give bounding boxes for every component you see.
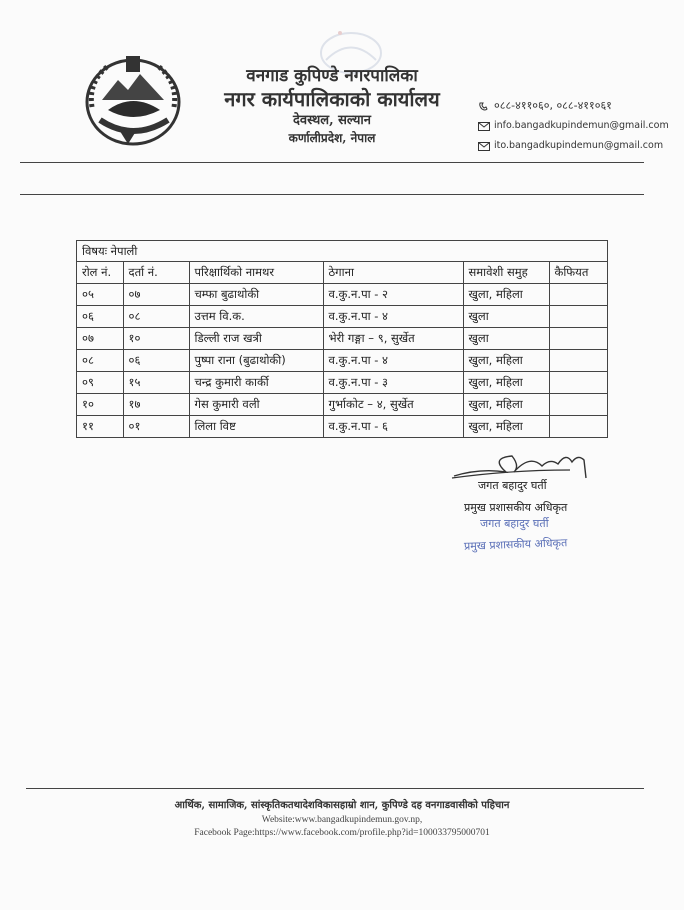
roll-number: ०६ bbox=[77, 306, 123, 328]
office-name: नगर कार्यपालिकाको कार्यालय bbox=[224, 87, 440, 111]
column-header: रोल नं. bbox=[77, 262, 123, 284]
table-row bbox=[77, 416, 607, 438]
registration-number: १५ bbox=[123, 372, 189, 394]
candidate-grid bbox=[77, 262, 607, 437]
phone-numbers: ०८८-४११०६०, ०८८-४११०६१ bbox=[494, 99, 612, 112]
candidate-name: उत्तम वि.क. bbox=[189, 306, 323, 328]
header-divider-bottom bbox=[20, 194, 644, 195]
candidate-name: पुष्पा राना (बुढाथोकी) bbox=[189, 350, 323, 372]
candidate-name: चन्द्र कुमारी कार्की bbox=[189, 372, 323, 394]
envelope-icon bbox=[478, 122, 490, 131]
inclusion-group: खुला, महिला bbox=[463, 372, 549, 394]
candidate-name: लिला विष्ट bbox=[189, 416, 323, 438]
roll-number: ०८ bbox=[77, 350, 123, 372]
letterhead-title-block bbox=[196, 66, 468, 146]
phone-row bbox=[478, 96, 669, 116]
table-row bbox=[77, 284, 607, 306]
remarks bbox=[549, 306, 607, 328]
candidate-address: व.कु.न.पा - ४ bbox=[323, 350, 463, 372]
inclusion-group: खुला, महिला bbox=[463, 394, 549, 416]
candidate-table bbox=[76, 240, 608, 438]
facebook-link[interactable]: Facebook Page:https://www.facebook.com/profile.php?id=100033795000701 bbox=[194, 828, 490, 838]
column-header: कैफियत bbox=[549, 262, 607, 284]
remarks bbox=[549, 416, 607, 438]
registration-number: ०८ bbox=[123, 306, 189, 328]
table-row bbox=[77, 394, 607, 416]
candidate-name: गेस कुमारी वली bbox=[189, 394, 323, 416]
footer-tagline: आर्थिक, सामाजिक, सांस्कृतिकतथादेशविकासहाम्रो शान, कुपिण्डे दह वनगाडवासीको पहिचान bbox=[174, 800, 510, 811]
candidate-address: भेरी गङ्गा – ९, सुर्खेत bbox=[323, 328, 463, 350]
roll-number: ०९ bbox=[77, 372, 123, 394]
remarks bbox=[549, 350, 607, 372]
registration-number: ०६ bbox=[123, 350, 189, 372]
table-row bbox=[77, 328, 607, 350]
candidate-address: व.कु.न.पा - ६ bbox=[323, 416, 463, 438]
column-header: परिक्षार्थिको नामथर bbox=[189, 262, 323, 284]
roll-number: ०५ bbox=[77, 284, 123, 306]
address-line-2: कर्णालीप्रदेश, नेपाल bbox=[288, 131, 376, 145]
candidate-name: डिल्ली राज खत्री bbox=[189, 328, 323, 350]
remarks bbox=[549, 394, 607, 416]
column-header: दर्ता नं. bbox=[123, 262, 189, 284]
signatory-name: जगत बहादुर घर्ती bbox=[478, 479, 547, 492]
info-email-row bbox=[478, 116, 669, 136]
info-email[interactable]: info.bangadkupindemun@gmail.com bbox=[494, 120, 669, 131]
roll-number: ११ bbox=[77, 416, 123, 438]
candidate-address: व.कु.न.पा - २ bbox=[323, 284, 463, 306]
footer-divider bbox=[26, 788, 644, 789]
table-row bbox=[77, 350, 607, 372]
address-line-1: देवस्थल, सल्यान bbox=[293, 113, 371, 128]
remarks bbox=[549, 372, 607, 394]
contact-block bbox=[478, 96, 669, 156]
roll-number: १० bbox=[77, 394, 123, 416]
column-header: समावेशी समुह bbox=[463, 262, 549, 284]
candidate-name: चम्फा बुढाथोकी bbox=[189, 284, 323, 306]
website-link[interactable]: Website:www.bangadkupindemun.gov.np, bbox=[261, 815, 423, 825]
inclusion-group: खुला bbox=[463, 306, 549, 328]
municipality-name: वनगाड कुपिण्डे नगरपालिका bbox=[246, 66, 418, 86]
inclusion-group: खुला, महिला bbox=[463, 416, 549, 438]
registration-number: ०१ bbox=[123, 416, 189, 438]
table-header-row bbox=[77, 262, 607, 284]
phone-icon bbox=[478, 101, 490, 111]
registration-number: १७ bbox=[123, 394, 189, 416]
inclusion-group: खुला bbox=[463, 328, 549, 350]
registration-number: १० bbox=[123, 328, 189, 350]
ito-email[interactable]: ito.bangadkupindemun@gmail.com bbox=[494, 140, 664, 151]
registration-number: ०७ bbox=[123, 284, 189, 306]
table-row bbox=[77, 372, 607, 394]
nepal-government-emblem-icon bbox=[78, 52, 188, 150]
inclusion-group: खुला, महिला bbox=[463, 350, 549, 372]
signatory-title: प्रमुख प्रशासकीय अधिकृत bbox=[464, 501, 568, 514]
candidate-address: व.कु.न.पा - ४ bbox=[323, 306, 463, 328]
inclusion-group: खुला, महिला bbox=[463, 284, 549, 306]
seal-name: जगत बहादुर घर्ती bbox=[480, 517, 549, 530]
footer bbox=[0, 798, 684, 840]
envelope-icon bbox=[478, 142, 490, 151]
remarks bbox=[549, 284, 607, 306]
remarks bbox=[549, 328, 607, 350]
candidate-address: गुर्भाकोट – ४, सुर्खेत bbox=[323, 394, 463, 416]
subject-line: विषयः नेपाली bbox=[77, 241, 607, 262]
roll-number: ०७ bbox=[77, 328, 123, 350]
ito-email-row bbox=[478, 136, 669, 156]
candidate-address: व.कु.न.पा - ३ bbox=[323, 372, 463, 394]
seal-title: प्रमुख प्रशासकीय अधिकृत bbox=[463, 536, 568, 553]
column-header: ठेगाना bbox=[323, 262, 463, 284]
header-divider-top bbox=[20, 162, 644, 163]
table-row bbox=[77, 306, 607, 328]
